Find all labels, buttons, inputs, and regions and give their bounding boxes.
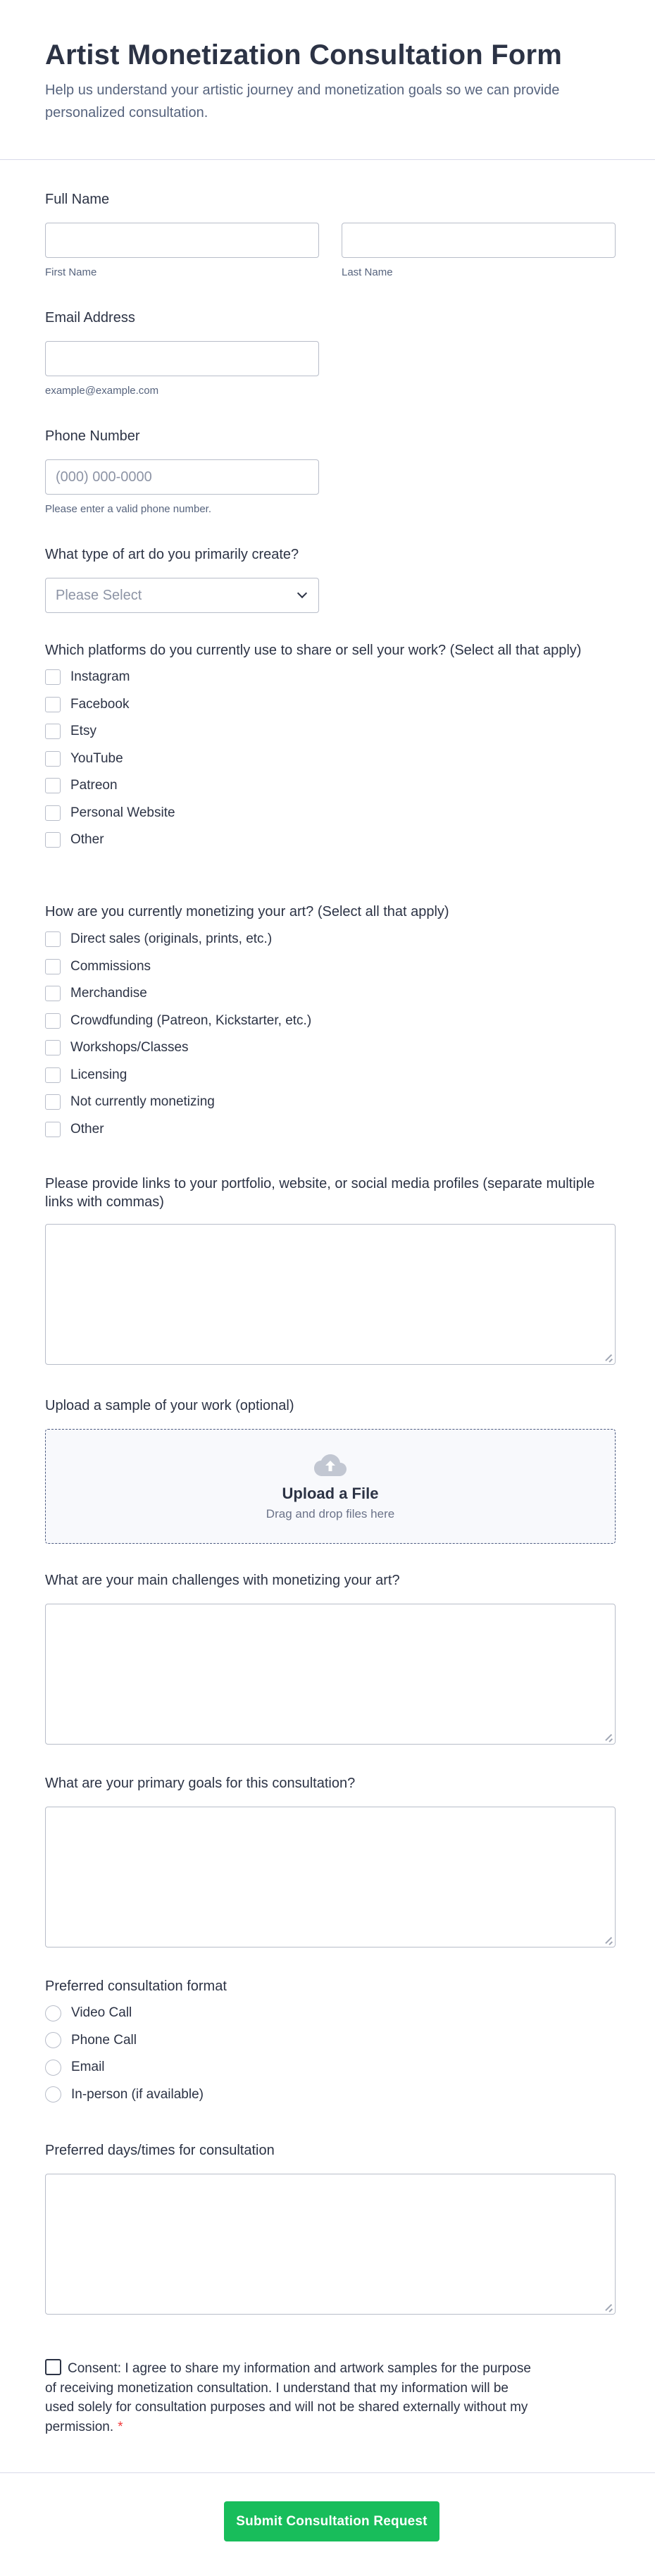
option-label: Other bbox=[70, 832, 104, 848]
option-label: Facebook bbox=[70, 696, 130, 712]
form-header bbox=[0, 0, 655, 160]
format-option[interactable] bbox=[45, 2081, 616, 2109]
platform-option[interactable] bbox=[45, 691, 616, 719]
checkbox[interactable] bbox=[45, 724, 61, 739]
phone-sublabel: Please enter a valid phone number. bbox=[45, 503, 211, 515]
option-label: Other bbox=[70, 1121, 104, 1137]
checkbox[interactable] bbox=[45, 1040, 61, 1055]
format-option[interactable] bbox=[45, 2000, 616, 2027]
option-label: Email bbox=[71, 2060, 105, 2075]
checkbox[interactable] bbox=[45, 697, 61, 712]
art-type-selected-value: Please Select bbox=[56, 587, 142, 603]
platform-option[interactable] bbox=[45, 772, 616, 800]
consent-text-block bbox=[45, 2357, 538, 2436]
times-field bbox=[45, 2141, 616, 2315]
option-label: Direct sales (originals, prints, etc.) bbox=[70, 931, 273, 947]
full-name-field bbox=[45, 190, 616, 278]
checkbox[interactable] bbox=[45, 1122, 61, 1137]
links-field bbox=[45, 1175, 616, 1365]
required-asterisk: * bbox=[118, 2419, 123, 2434]
platforms-field bbox=[45, 641, 616, 854]
option-label: In-person (if available) bbox=[71, 2086, 204, 2102]
first-name-input[interactable] bbox=[45, 223, 319, 258]
chevron-down-icon bbox=[297, 588, 307, 598]
checkbox[interactable] bbox=[45, 959, 61, 974]
format-option[interactable] bbox=[45, 2027, 616, 2055]
option-label: Etsy bbox=[70, 724, 96, 739]
radio-button[interactable] bbox=[45, 2032, 61, 2048]
monetizing-option[interactable] bbox=[45, 1116, 616, 1144]
phone-field bbox=[45, 427, 616, 515]
monetizing-field bbox=[45, 903, 616, 1143]
submit-button[interactable]: Submit Consultation Request bbox=[224, 2501, 439, 2541]
monetizing-option[interactable] bbox=[45, 1034, 616, 1062]
option-label: Instagram bbox=[70, 669, 130, 685]
art-type-field bbox=[45, 545, 616, 613]
resize-handle-icon[interactable] bbox=[605, 1354, 612, 1361]
phone-label: Phone Number bbox=[45, 428, 140, 444]
goals-textarea[interactable] bbox=[45, 1807, 616, 1948]
option-label: Not currently monetizing bbox=[70, 1094, 215, 1110]
email-label: Email Address bbox=[45, 310, 135, 326]
upload-label: Upload a sample of your work (optional) bbox=[45, 1398, 294, 1413]
platform-option[interactable] bbox=[45, 800, 616, 827]
cloud-upload-icon bbox=[313, 1452, 347, 1478]
monetizing-option[interactable] bbox=[45, 926, 616, 953]
option-label: Merchandise bbox=[70, 986, 147, 1001]
goals-field bbox=[45, 1774, 616, 1948]
times-label: Preferred days/times for consultation bbox=[45, 2143, 275, 2158]
option-label: Commissions bbox=[70, 958, 151, 974]
consent-checkbox[interactable] bbox=[45, 2359, 61, 2375]
last-name-input[interactable] bbox=[342, 223, 616, 258]
art-type-label: What type of art do you primarily create? bbox=[45, 547, 299, 562]
email-input[interactable] bbox=[45, 341, 319, 376]
links-textarea[interactable] bbox=[45, 1224, 616, 1365]
platform-option[interactable] bbox=[45, 664, 616, 691]
phone-input[interactable]: (000) 000-0000 bbox=[45, 459, 319, 495]
radio-button[interactable] bbox=[45, 2060, 61, 2076]
upload-subtitle: Drag and drop files here bbox=[266, 1506, 395, 1521]
checkbox[interactable] bbox=[45, 931, 61, 947]
checkbox[interactable] bbox=[45, 1013, 61, 1029]
format-field bbox=[45, 1977, 616, 2108]
challenges-field bbox=[45, 1571, 616, 1745]
challenges-textarea[interactable] bbox=[45, 1604, 616, 1745]
platforms-label: Which platforms do you currently use to share or sell your work? (Select all that apply) bbox=[45, 643, 582, 658]
option-label: Personal Website bbox=[70, 805, 175, 820]
option-label: Workshops/Classes bbox=[70, 1040, 189, 1055]
checkbox[interactable] bbox=[45, 751, 61, 767]
upload-field bbox=[45, 1397, 616, 1544]
links-label: Please provide links to your portfolio, website, or social media profiles (separate multiple links with commas) bbox=[45, 1176, 595, 1210]
times-textarea[interactable] bbox=[45, 2174, 616, 2315]
art-type-select[interactable] bbox=[45, 578, 319, 613]
form-description: Help us understand your artistic journey and monetization goals so we can provide personalized consultation. bbox=[45, 82, 560, 120]
option-label: Patreon bbox=[70, 778, 118, 793]
option-label: Crowdfunding (Patreon, Kickstarter, etc.) bbox=[70, 1013, 312, 1028]
file-upload-dropzone[interactable] bbox=[45, 1429, 616, 1544]
option-label: Phone Call bbox=[71, 2032, 137, 2048]
resize-handle-icon[interactable] bbox=[605, 1734, 612, 1741]
checkbox[interactable] bbox=[45, 986, 61, 1001]
resize-handle-icon[interactable] bbox=[605, 2304, 612, 2311]
monetizing-option[interactable] bbox=[45, 1089, 616, 1116]
last-name-sublabel: Last Name bbox=[342, 266, 393, 278]
option-label: Licensing bbox=[70, 1067, 127, 1082]
format-label: Preferred consultation format bbox=[45, 1979, 227, 1994]
checkbox[interactable] bbox=[45, 1067, 61, 1083]
full-name-label: Full Name bbox=[45, 192, 110, 207]
option-label: Video Call bbox=[71, 2005, 132, 2021]
consent-text: Consent: I agree to share my information and artwork samples for the purpose of receiving monetization consultation. I understand that my information will be used solely for consultation purposes and will not be shared externally without my permission. bbox=[45, 2361, 531, 2434]
challenges-label: What are your main challenges with monetizing your art? bbox=[45, 1573, 400, 1588]
monetizing-option[interactable] bbox=[45, 980, 616, 1008]
platform-option[interactable] bbox=[45, 718, 616, 745]
email-field bbox=[45, 309, 616, 397]
email-sublabel: example@example.com bbox=[45, 385, 159, 397]
monetizing-option[interactable] bbox=[45, 1008, 616, 1035]
checkbox[interactable] bbox=[45, 778, 61, 793]
monetizing-option[interactable] bbox=[45, 1062, 616, 1089]
radio-button[interactable] bbox=[45, 2005, 61, 2021]
checkbox[interactable] bbox=[45, 805, 61, 821]
monetizing-option[interactable] bbox=[45, 953, 616, 981]
upload-title: Upload a File bbox=[282, 1484, 379, 1502]
platform-option[interactable] bbox=[45, 745, 616, 773]
checkbox[interactable] bbox=[45, 832, 61, 848]
platform-option[interactable] bbox=[45, 826, 616, 854]
resize-handle-icon[interactable] bbox=[605, 1937, 612, 1944]
radio-button[interactable] bbox=[45, 2086, 61, 2103]
option-label: YouTube bbox=[70, 750, 123, 766]
goals-label: What are your primary goals for this consultation? bbox=[45, 1776, 356, 1791]
form-title: Artist Monetization Consultation Form bbox=[45, 39, 563, 70]
format-option[interactable] bbox=[45, 2054, 616, 2081]
first-name-sublabel: First Name bbox=[45, 266, 97, 278]
footer-divider bbox=[0, 2472, 655, 2473]
monetizing-label: How are you currently monetizing your art? (Select all that apply) bbox=[45, 904, 449, 919]
checkbox[interactable] bbox=[45, 1094, 61, 1110]
consent-field bbox=[45, 2357, 538, 2436]
checkbox[interactable] bbox=[45, 669, 61, 685]
